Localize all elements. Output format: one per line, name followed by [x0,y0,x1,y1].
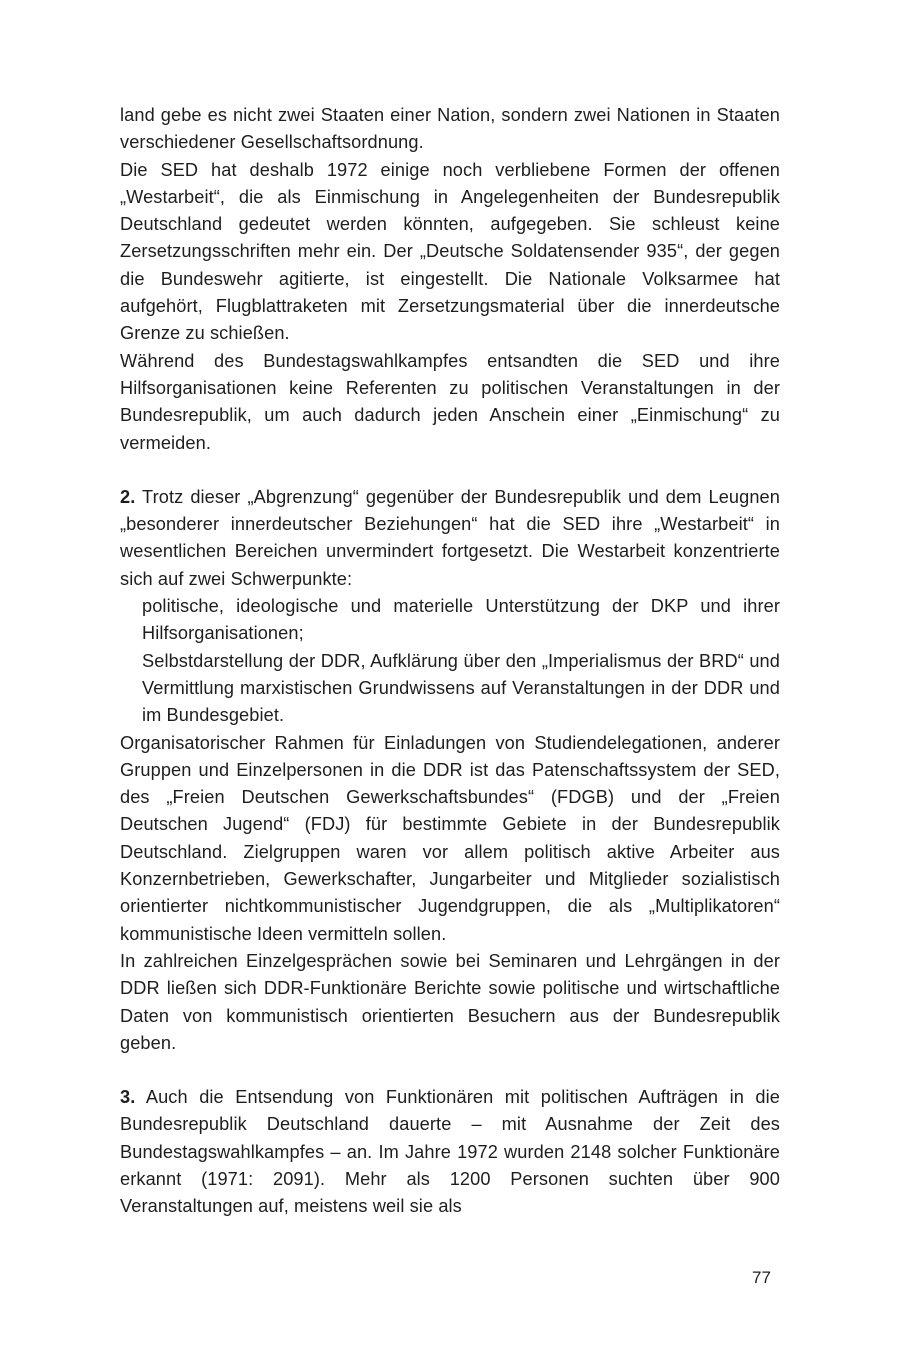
section-2-paragraph-patenschaft: Organisatorischer Rahmen für Einladungen von Studiendelegationen, anderer Gruppen und Einzelpersonen in die DDR ist das Patenschaftssystem der SED, des „Freien Deutschen Gewerkschaftsbundes“ (FDGB) und der „Freien Deutschen Jugend“ (FDJ) für bestimmte Gebiete in der Bundesrepublik Deutschland. Zielgruppen waren vor allem politisch aktive Arbeiter aus Konzernbetrieben, Gewerkschafter, Jungarbeiter und Mitglieder sozialistisch orientierter nichtkommunistischer Jugendgruppen, die als „Multiplikatoren“ kommunistische Ideen vermitteln sollen. [120,732,780,944]
section-2-text: Trotz dieser „Abgrenzung“ gegenüber der Bundesrepublik und dem Leugnen „besonderer innerdeutscher Beziehungen“ hat die SED ihre „Westarbeit“ in wesentlichen Bereichen unvermindert fortgesetzt. Die Westarbeit konzentrierte sich auf zwei Schwerpunkte: [120,486,780,589]
section-2-number: 2. [120,486,136,507]
paragraph-sed-1972: Die SED hat deshalb 1972 einige noch verbliebene Formen der offenen „Westarbeit“, die als Einmischung in Angelegenheiten der Bundesrepublik Deutschland gedeutet werden könnten, aufgegeben. Sie schleust keine Zersetzungsschriften mehr ein. Der „Deutsche Soldatensender 935“, der gegen die Bundeswehr agitierte, ist eingestellt. Die Nationale Volksarmee hat aufgehört, Flugblattraketen mit Zersetzungsmaterial über die innerdeutsche Grenze zu schießen. [120,159,780,344]
page-number: 77 [752,1268,771,1287]
section-2-paragraph-einzelgespraeche: In zahlreichen Einzelgesprächen sowie bei Seminaren und Lehrgängen in der DDR ließen sich DDR-Funktionäre Berichte sowie politische und wirtschaftliche Daten von kommunistisch orientierten Besuchern aus der Bundesrepublik geben. [120,950,780,1053]
section-2-point-2: Selbstdarstellung der DDR, Aufklärung über den „Imperialismus der BRD“ und Vermittlung marxistischen Grundwissens auf Veranstaltungen in der DDR und im Bundesgebiet. [142,650,780,726]
paragraph-wahlkampf: Während des Bundestagswahlkampfes entsandten die SED und ihre Hilfsorganisationen keine Referenten zu politischen Veranstaltungen in der Bundesrepublik, um auch dadurch jeden Anschein einer „Einmischung“ zu vermeiden. [120,350,780,453]
section-3-number: 3. [120,1087,136,1108]
section-2-point-1: politische, ideologische und materielle Unterstützung der DKP und ihrer Hilfsorganisationen; [142,596,780,644]
section-2-intro [120,484,780,593]
paragraph-continuation: land gebe es nicht zwei Staaten einer Nation, sondern zwei Nationen in Staaten verschiedener Gesellschaftsordnung. [120,105,780,153]
section-3-text: Auch die Entsendung von Funktionären mit politischen Aufträgen in die Bundesrepublik Deutschland dauerte – mit Ausnahme der Zeit des Bundestagswahlkampfes – an. Im Jahre 1972 wurden 2148 solcher Funktionäre erkannt (1971: 2091). Mehr als 1200 Personen suchten über 900 Veranstaltungen auf, meistens weil sie als [120,1087,780,1217]
page-body [120,102,780,1221]
section-3-intro [120,1084,780,1220]
